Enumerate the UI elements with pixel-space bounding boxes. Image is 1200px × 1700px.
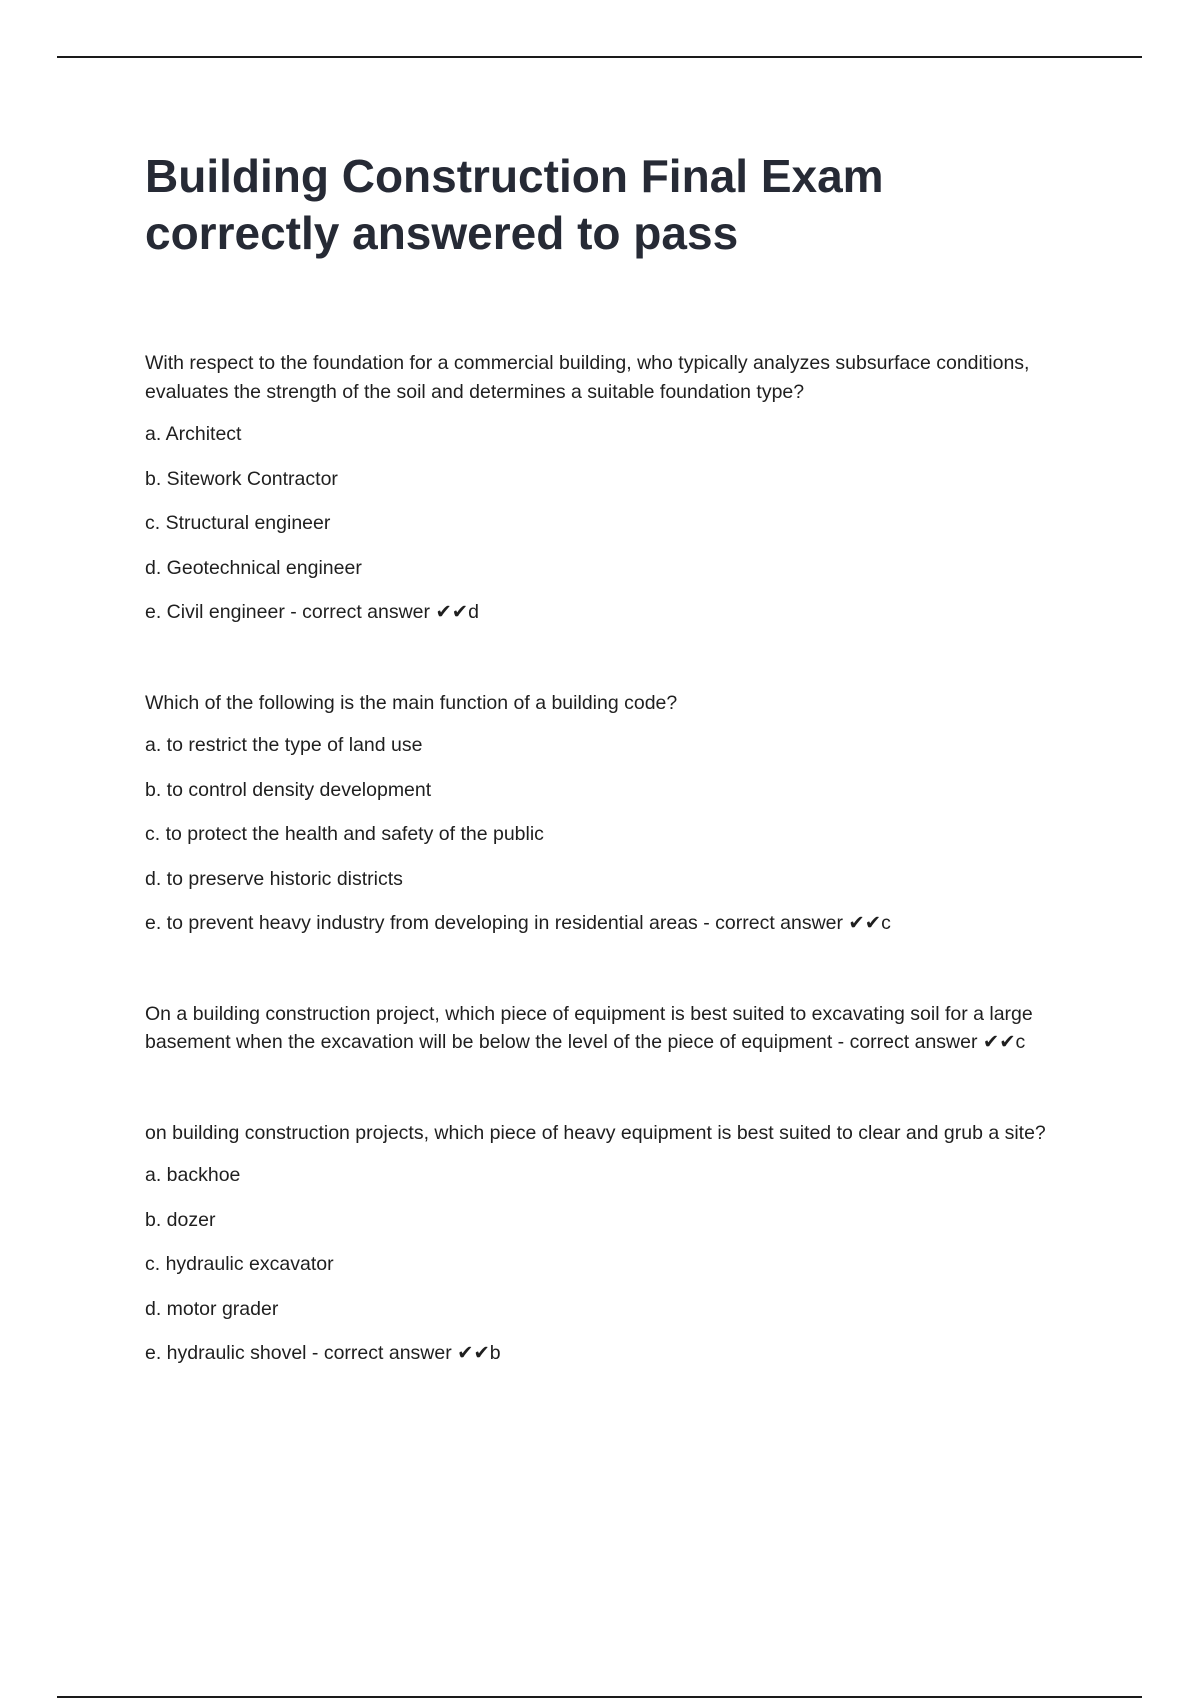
question-text: Which of the following is the main function of a building code? bbox=[145, 691, 678, 714]
answer-option: c. Structural engineer bbox=[145, 512, 331, 534]
question-block bbox=[145, 1119, 1105, 1368]
question-block bbox=[145, 689, 1105, 938]
answer-option: b. Sitework Contractor bbox=[145, 467, 338, 490]
answer-option: e. to prevent heavy industry from developing in residential areas - correct answer ✔✔c bbox=[145, 912, 891, 934]
top-rule bbox=[57, 56, 1142, 58]
question-text: on building construction projects, which piece of heavy equipment is best suited to clear and grub a site? bbox=[145, 1121, 1046, 1144]
answer-option: d. motor grader bbox=[145, 1297, 279, 1320]
answer-option: a. backhoe bbox=[145, 1164, 241, 1186]
answer-option: d. Geotechnical engineer bbox=[145, 556, 362, 579]
bottom-rule bbox=[57, 1696, 1142, 1698]
answer-option: a. Architect bbox=[145, 423, 242, 445]
answer-option: e. hydraulic shovel - correct answer ✔✔b bbox=[145, 1342, 501, 1364]
answer-option: b. dozer bbox=[145, 1208, 216, 1231]
document-body bbox=[145, 148, 1105, 1430]
title-line-2: correctly answered to pass bbox=[145, 207, 739, 259]
question-text: With respect to the foundation for a commercial building, who typically analyzes subsurface conditions, evaluates the strength of the soil and determines a suitable foundation type? bbox=[145, 352, 1030, 403]
answer-option: c. hydraulic excavator bbox=[145, 1253, 334, 1275]
question-block bbox=[145, 1000, 1105, 1057]
question-list bbox=[145, 349, 1105, 1368]
answer-option: a. to restrict the type of land use bbox=[145, 734, 423, 756]
question-text: On a building construction project, which piece of equipment is best suited to excavating soil for a large basement when the excavation will be below the level of the piece of equipment - correct answer ✔✔c bbox=[145, 1002, 1033, 1053]
title-line-1: Building Construction Final Exam bbox=[145, 150, 884, 202]
answer-option: e. Civil engineer - correct answer ✔✔d bbox=[145, 601, 479, 623]
document-title bbox=[145, 148, 1105, 262]
answer-option: c. to protect the health and safety of the public bbox=[145, 823, 544, 845]
question-block bbox=[145, 349, 1105, 627]
answer-option: d. to preserve historic districts bbox=[145, 867, 403, 890]
answer-option: b. to control density development bbox=[145, 778, 432, 801]
